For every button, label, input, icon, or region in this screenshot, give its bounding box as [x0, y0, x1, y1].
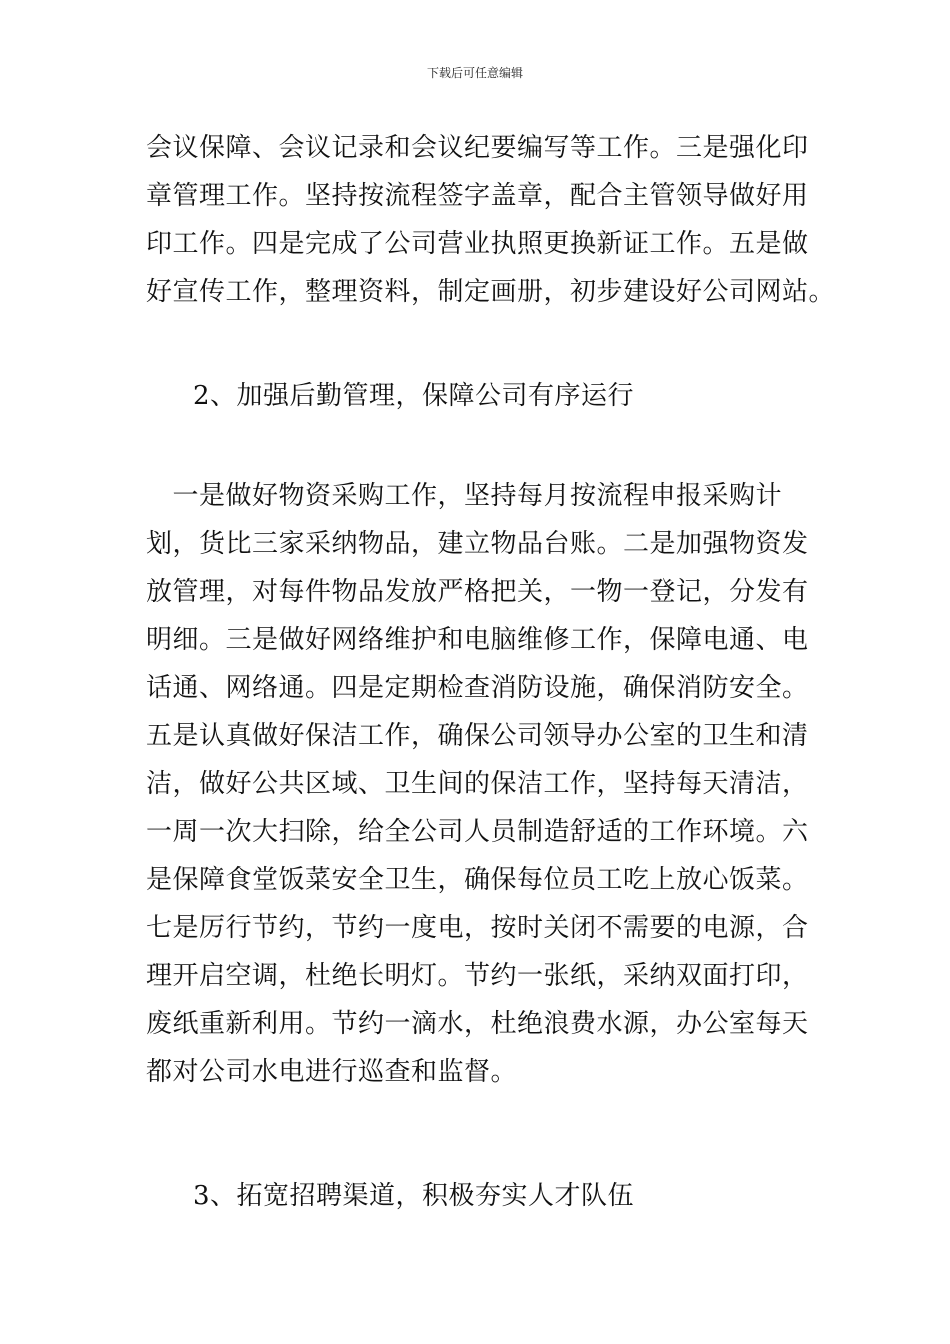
section-heading-2: 2、加强后勤管理，保障公司有序运行	[193, 381, 635, 411]
text-line: 七是厉行节约，节约一度电，按时关闭不需要的电源，合	[146, 913, 809, 943]
text-line: 一周一次大扫除，给全公司人员制造舒适的工作环境。六	[146, 817, 809, 847]
text-line: 放管理，对每件物品发放严格把关，一物一登记，分发有	[146, 577, 809, 607]
text-line: 是保障食堂饭菜安全卫生，确保每位员工吃上放心饭菜。	[146, 865, 809, 895]
text-line: 划，货比三家采纳物品，建立物品台账。二是加强物资发	[146, 529, 809, 559]
text-line: 话通、网络通。四是定期检查消防设施，确保消防安全。	[146, 673, 809, 703]
text-line: 五是认真做好保洁工作，确保公司领导办公室的卫生和清	[146, 721, 809, 751]
text-line: 废纸重新利用。节约一滴水，杜绝浪费水源，办公室每天	[146, 1009, 809, 1039]
text-line: 理开启空调，杜绝长明灯。节约一张纸，采纳双面打印，	[146, 961, 809, 991]
text-line: 好宣传工作，整理资料，制定画册，初步建设好公司网站。	[146, 277, 836, 307]
text-line: 都对公司水电进行巡查和监督。	[146, 1057, 518, 1087]
text-line: 章管理工作。坚持按流程签字盖章，配合主管领导做好用	[146, 181, 809, 211]
text-line: 洁，做好公共区域、卫生间的保洁工作，坚持每天清洁，	[146, 769, 809, 799]
text-line: 会议保障、会议记录和会议纪要编写等工作。三是强化印	[146, 133, 809, 163]
text-line: 印工作。四是完成了公司营业执照更换新证工作。五是做	[146, 229, 809, 259]
section-heading-3: 3、拓宽招聘渠道，积极夯实人才队伍	[193, 1181, 635, 1211]
page-header: 下载后可任意编辑	[426, 66, 523, 80]
text-line: 一是做好物资采购工作，坚持每月按流程申报采购计	[146, 481, 783, 511]
text-line: 明细。三是做好网络维护和电脑维修工作，保障电通、电	[146, 625, 809, 655]
